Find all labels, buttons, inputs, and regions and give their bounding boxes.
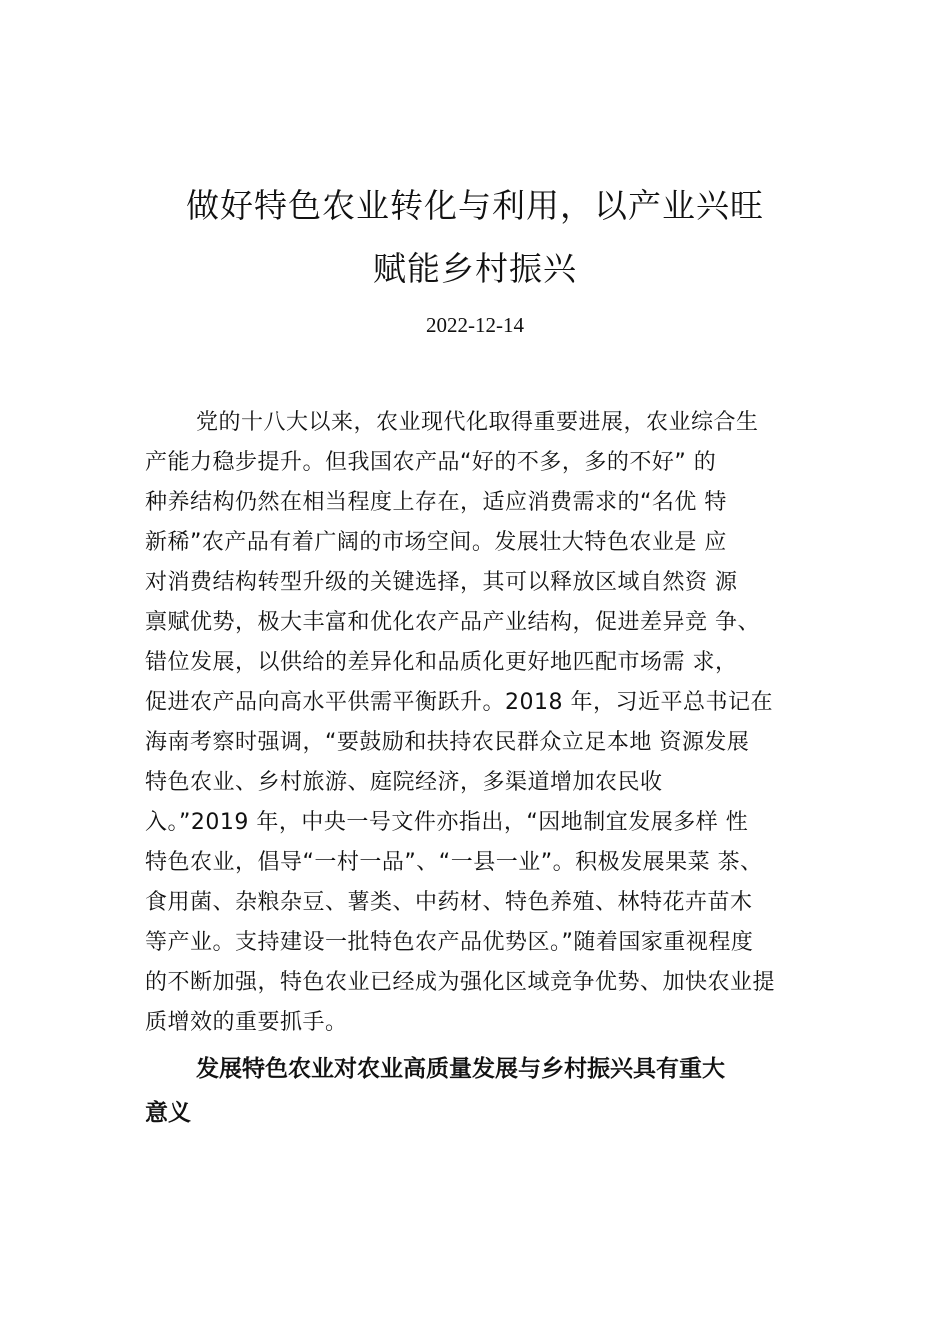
- paragraph-line: 促进农产品向高水平供需平衡跃升。2018 年，习近平总书记在: [145, 690, 773, 715]
- document-title-line-2: 赋能乡村振兴: [373, 249, 577, 288]
- paragraph-line: 特色农业，倡导“一村一品”、“一县一业”。积极发展果菜 茶、: [145, 850, 763, 875]
- paragraph-line: 对消费结构转型升级的关键选择，其可以释放区域自然资 源: [145, 570, 738, 595]
- paragraph-line: 党的十八大以来，农业现代化取得重要进展，农业综合生: [196, 410, 759, 435]
- paragraph-line: 特色农业、乡村旅游、庭院经济，多渠道增加农民收: [145, 770, 663, 795]
- section-heading-line-1: 发展特色农业对农业高质量发展与乡村振兴具有重大: [196, 1056, 725, 1082]
- document-title-line-1: 做好特色农业转化与利用，以产业兴旺: [186, 186, 764, 225]
- paragraph-line: 错位发展，以供给的差异化和品质化更好地匹配市场需 求，: [145, 650, 738, 675]
- paragraph-line: 食用菌、杂粮杂豆、薯类、中药材、特色养殖、林特花卉苗木: [145, 890, 753, 915]
- section-heading-line-2: 意义: [145, 1100, 191, 1126]
- document-date: 2022-12-14: [426, 313, 524, 337]
- paragraph-line: 等产业。支持建设一批特色农产品优势区。”随着国家重视程度: [145, 930, 754, 955]
- paragraph-line: 的不断加强，特色农业已经成为强化区域竞争优势、加快农业提: [145, 970, 776, 995]
- paragraph-line: 禀赋优势，极大丰富和优化农产品产业结构，促进差异竞 争、: [145, 610, 760, 635]
- paragraph-line: 入。”2019 年，中央一号文件亦指出，“因地制宜发展多样 性: [145, 810, 749, 835]
- paragraph-line: 质增效的重要抓手。: [145, 1010, 348, 1035]
- paragraph-line: 海南考察时强调，“要鼓励和扶持农民群众立足本地 资源发展: [145, 730, 750, 755]
- paragraph-line: 新稀”农产品有着广阔的市场空间。发展壮大特色农业是 应: [145, 530, 727, 555]
- paragraph-line: 种养结构仍然在相当程度上存在，适应消费需求的“名优 特: [145, 490, 727, 515]
- paragraph-line: 产能力稳步提升。但我国农产品“好的不多，多的不好” 的: [145, 450, 717, 475]
